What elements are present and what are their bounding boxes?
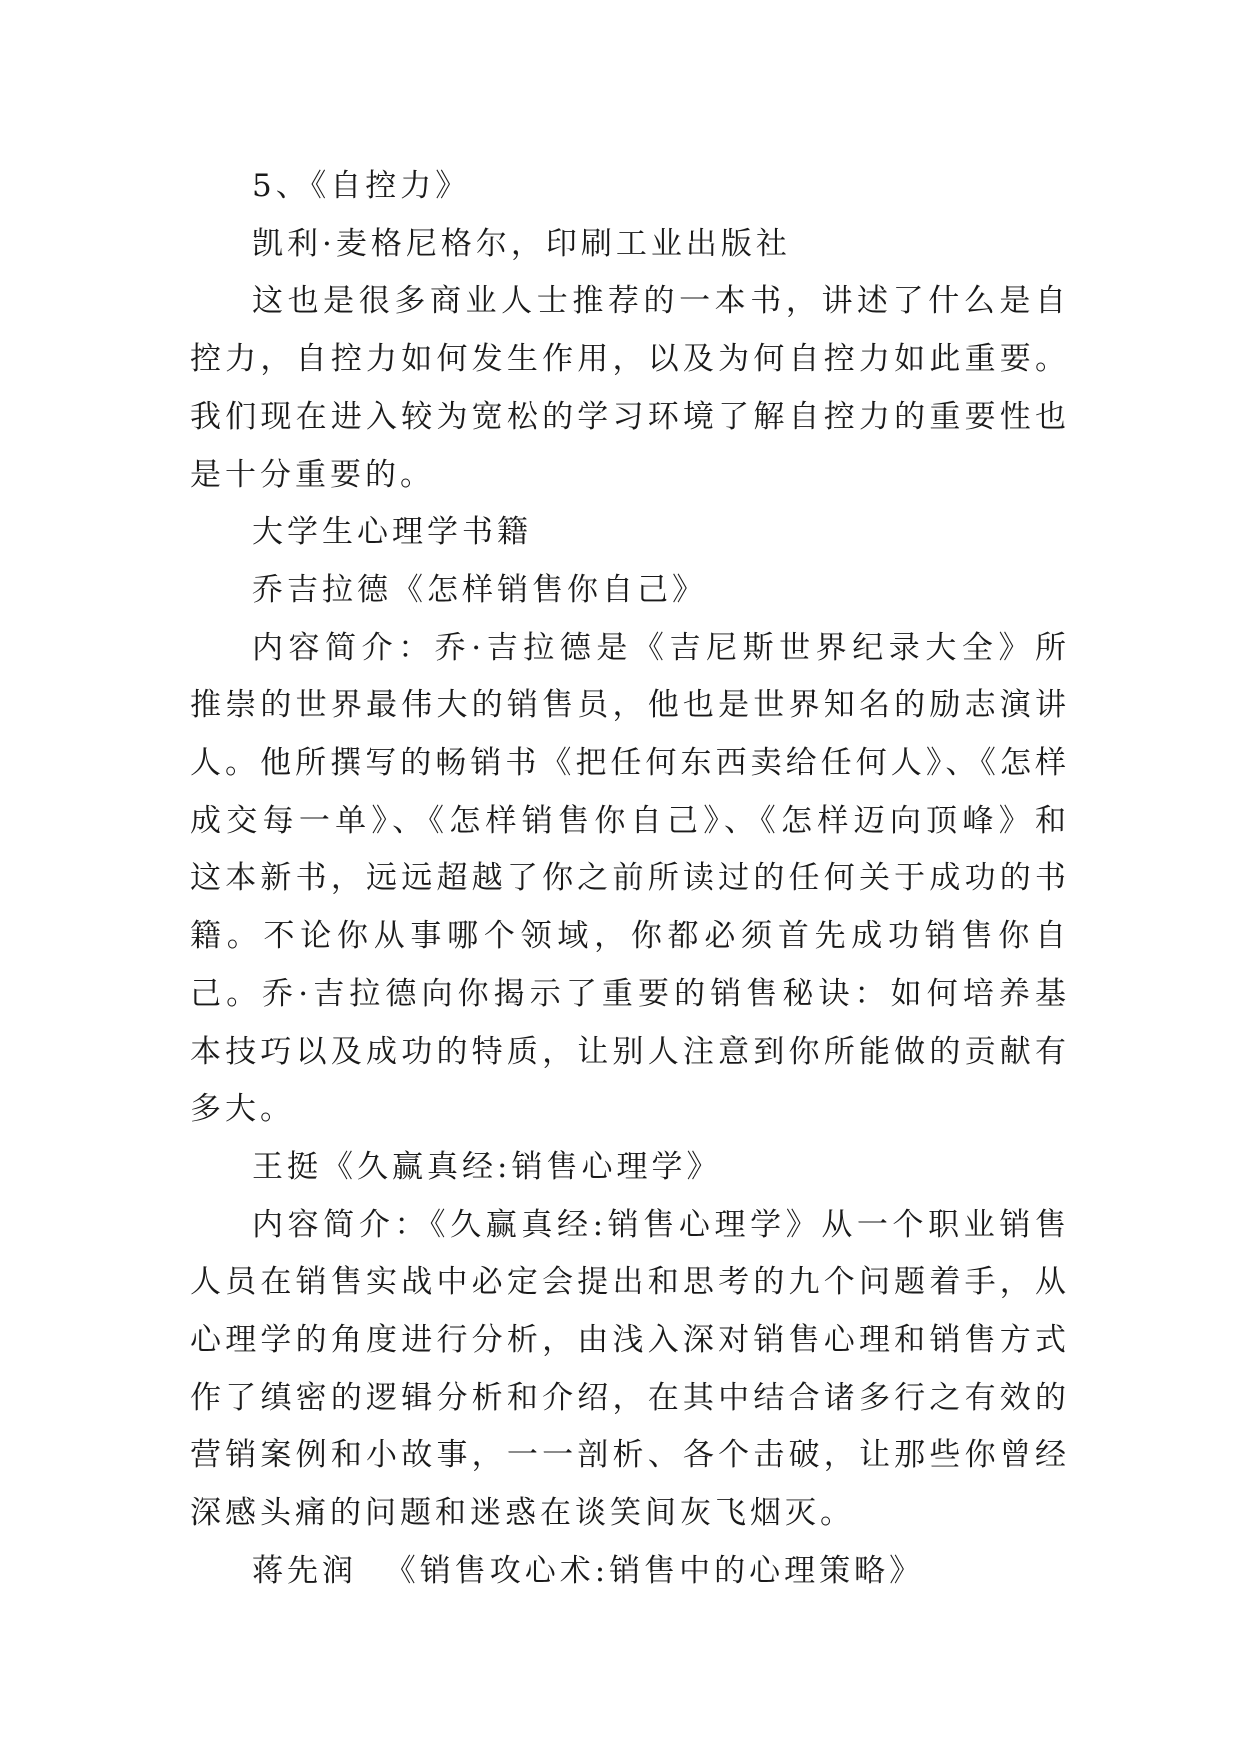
book-desc-sell-yourself: 内容简介：乔·吉拉德是《吉尼斯世界纪录大全》所推崇的世界最伟大的销售员，他也是世界知名的励志演讲人。他所撰写的畅销书《把任何东西卖给任何人》、《怎样成交每一单》、《怎样销售你自己》、《怎样迈向顶峰》和这本新书，远远超越了你之前所读过的任何关于成功的书籍。不论你从事哪个领域，你都必须首先成功销售你自己。乔·吉拉德向你揭示了重要的销售秘诀：如何培养基本技巧以及成功的特质，让别人注意到你所能做的贡献有多大。 xyxy=(190,629,1070,1128)
book-title-sell-yourself: 乔吉拉德《怎样销售你自己》 xyxy=(252,571,707,608)
document-body xyxy=(190,158,1070,1601)
section-title-psychology-books: 大学生心理学书籍 xyxy=(252,514,532,551)
book-title-self-control: 5、《自控力》 xyxy=(252,168,471,204)
book-desc-sales-psychology: 内容简介：《久赢真经:销售心理学》从一个职业销售人员在销售实战中必定会提出和思考的九个问题着手，从心理学的角度进行分析，由浅入深对销售心理和销售方式作了缜密的逻辑分析和介绍，在其中结合诸多行之有效的营销案例和小故事，一一剖析、各个击破，让那些你曾经深感头痛的问题和迷惑在谈笑间灰飞烟灭。 xyxy=(190,1206,1070,1532)
book-title-sales-psychology: 王挺《久赢真经:销售心理学》 xyxy=(252,1148,722,1185)
book-author-self-control: 凯利·麦格尼格尔，印刷工业出版社 xyxy=(252,225,791,262)
book-title-sales-mind-strategy: 蒋先润 《销售攻心术:销售中的心理策略》 xyxy=(252,1552,925,1589)
book-desc-self-control: 这也是很多商业人士推荐的一本书，讲述了什么是自控力，自控力如何发生作用，以及为何自控力如此重要。我们现在进入较为宽松的学习环境了解自控力的重要性也是十分重要的。 xyxy=(190,283,1070,493)
